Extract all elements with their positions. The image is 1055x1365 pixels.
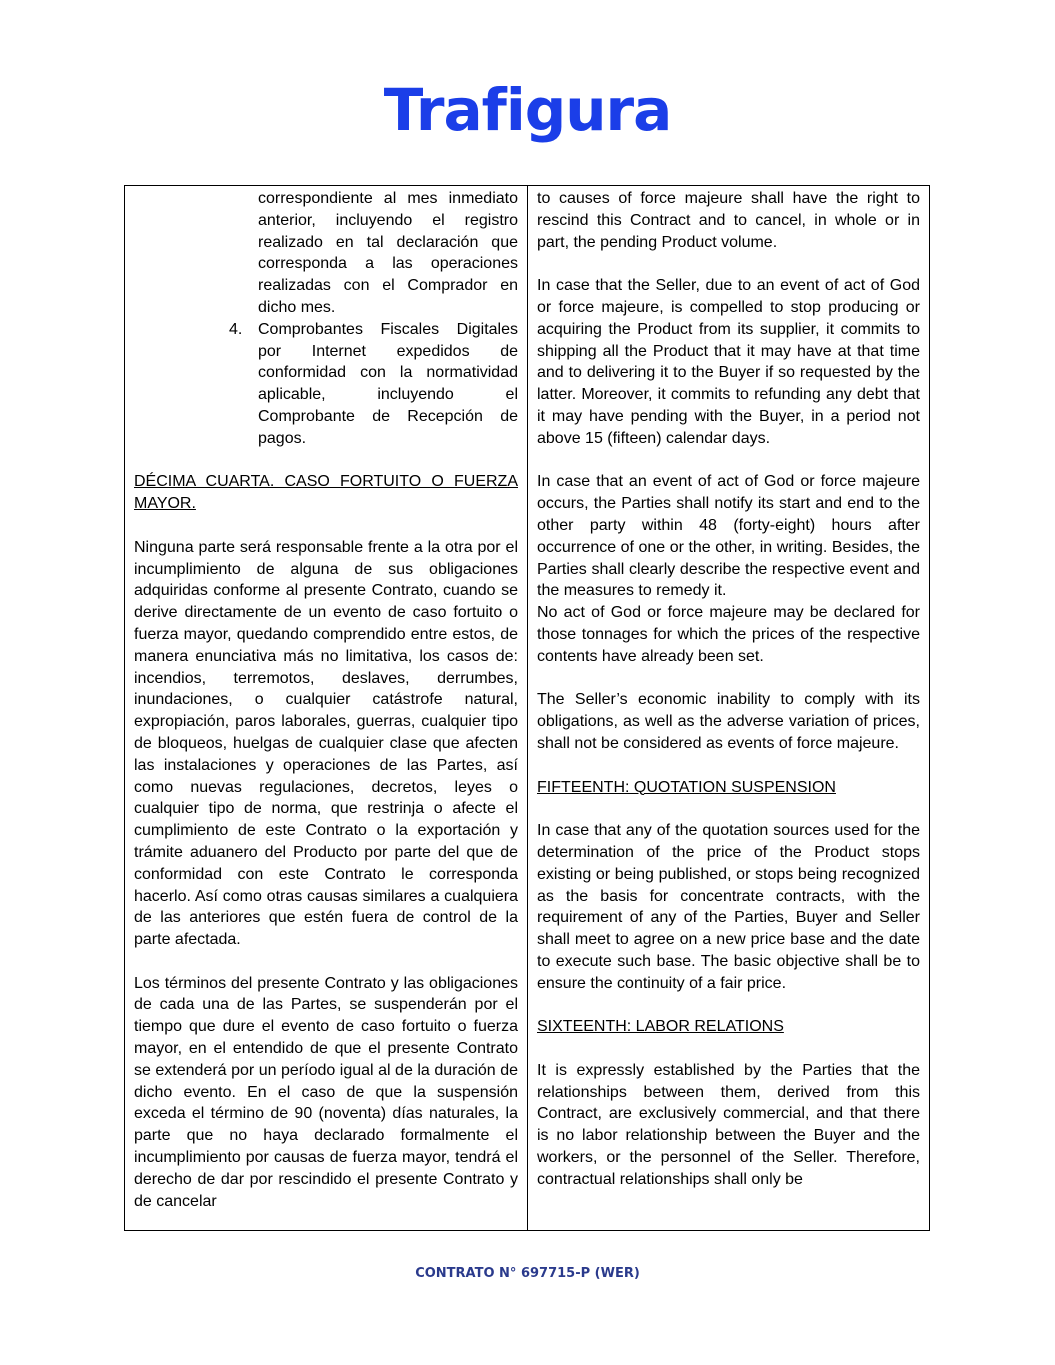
list-item-4 — [134, 319, 518, 450]
paragraph: Los términos del presente Contrato y las obligaciones de cada una de las Partes, se suspenderán por el tiempo que dure el evento de caso fortuito o fuerza mayor, en el entendido de que el presente Contrato se extenderá por un período igual al de la duración de dicho evento. En el caso de que la suspensión exceda el término de 90 (noventa) días naturales, la parte que no haya declarado formalmente el incumplimiento por causas de fuerza mayor, tendrá el derecho de dar por rescindido el presente Contrato y de cancelar — [134, 974, 518, 1210]
paragraph: The Seller’s economic inability to comply with its obligations, as well as the adverse variation of prices, shall not be considered as events of force majeure. — [537, 691, 920, 752]
paragraph: Ninguna parte será responsable frente a la otra por el incumplimiento de alguna de sus obligaciones adquiridas conforme al presente Contrato, cuando se derive directamente de un evento de caso fortuito o fuerza mayor, quedando comprendido entre estos, de manera enunciativa más no limitativa, los casos de: incendios, terremotos, deslaves, derrumbes, inundaciones, o cualquier catástrofe natural, expropiación, paros laborales, guerras, cualquier tipo de bloqueos, huelgas de cualquier clase que afecten las instalaciones y operaciones de las Partes, así como nuevas regulaciones, decretos, leyes o cualquier tipo de norma, que restrinja o afecte el cumplimiento de este Contrato o la exportación y trámite aduanero del Producto por parte del que de conformidad con este Contrato le corresponda hacerlo. Así como otras causas similares a cualquiera de las anteriores que estén fuera de control de la parte afectada. — [134, 538, 518, 949]
paragraph: It is expressly established by the Parties that the relationships between them, derived from this Contract, are exclusively commercial, and that there is no labor relationship between the Buyer and the workers, or the personnel of the Seller. Therefore, contractual relationships shall only be — [537, 1061, 920, 1188]
spanish-column — [125, 186, 528, 1230]
paragraph: In case that the Seller, due to an event of act of God or force majeure, is compelled to stop producing or acquiring the Product from its supplier, it commits to shipping all the Product that it may have at that time and to delivering it to the Buyer if so requested by the latter. Moreover, it commits to refunding any debt that it may have pending with the Buyer, in a period not above 15 (fifteen) calendar days. — [537, 277, 920, 447]
trafigura-logo: Trafigura — [383, 76, 672, 144]
english-column — [528, 186, 929, 1230]
section-heading-labor-relations: SIXTEENTH: LABOR RELATIONS — [537, 1018, 784, 1036]
paragraph: to causes of force majeure shall have the right to rescind this Contract and to cancel, in whole or in part, the pending Product volume. — [537, 190, 920, 251]
list-item — [134, 188, 518, 319]
contract-number-footer: CONTRATO N° 697715-P (WER) — [415, 1266, 640, 1281]
section-heading-quotation-suspension: FIFTEENTH: QUOTATION SUSPENSION — [537, 778, 836, 796]
list-item-text: Comprobantes Fiscales Digitales por Internet expedidos de conformidad con la normatividad aplicable, incluyendo el Comprobante de Recepción de pagos. — [258, 320, 518, 447]
paragraph: In case that any of the quotation sources used for the determination of the price of the Product stops existing or being published, or stops being recognized as the basis for concentrate contracts, with the requirement of any of the Parties, Buyer and Seller shall meet to agree on a new price base and the date to execute such base. The basic objective shall be to ensure the continuity of a fair price. — [537, 822, 920, 992]
list-continuation-text: correspondiente al mes inmediato anterior, incluyendo el registro realizado en tal declaración que corresponda a las operaciones realizadas con el Comprador en dicho mes. — [258, 190, 518, 316]
section-heading-fuerza-mayor: DÉCIMA CUARTA. CASO FORTUITO O FUERZA MAYOR. — [134, 473, 518, 513]
contract-table — [124, 185, 930, 1231]
list-number: 4. — [229, 320, 243, 338]
paragraph: No act of God or force majeure may be declared for those tonnages for which the prices of the respective contents have already been set. — [537, 604, 920, 665]
paragraph: In case that an event of act of God or force majeure occurs, the Parties shall notify its start and end to the other party within 48 (forty-eight) hours after occurrence of one or the other, in writing. Besides, the Parties shall clearly describe the respective event and the measures to remedy it. — [537, 473, 920, 600]
